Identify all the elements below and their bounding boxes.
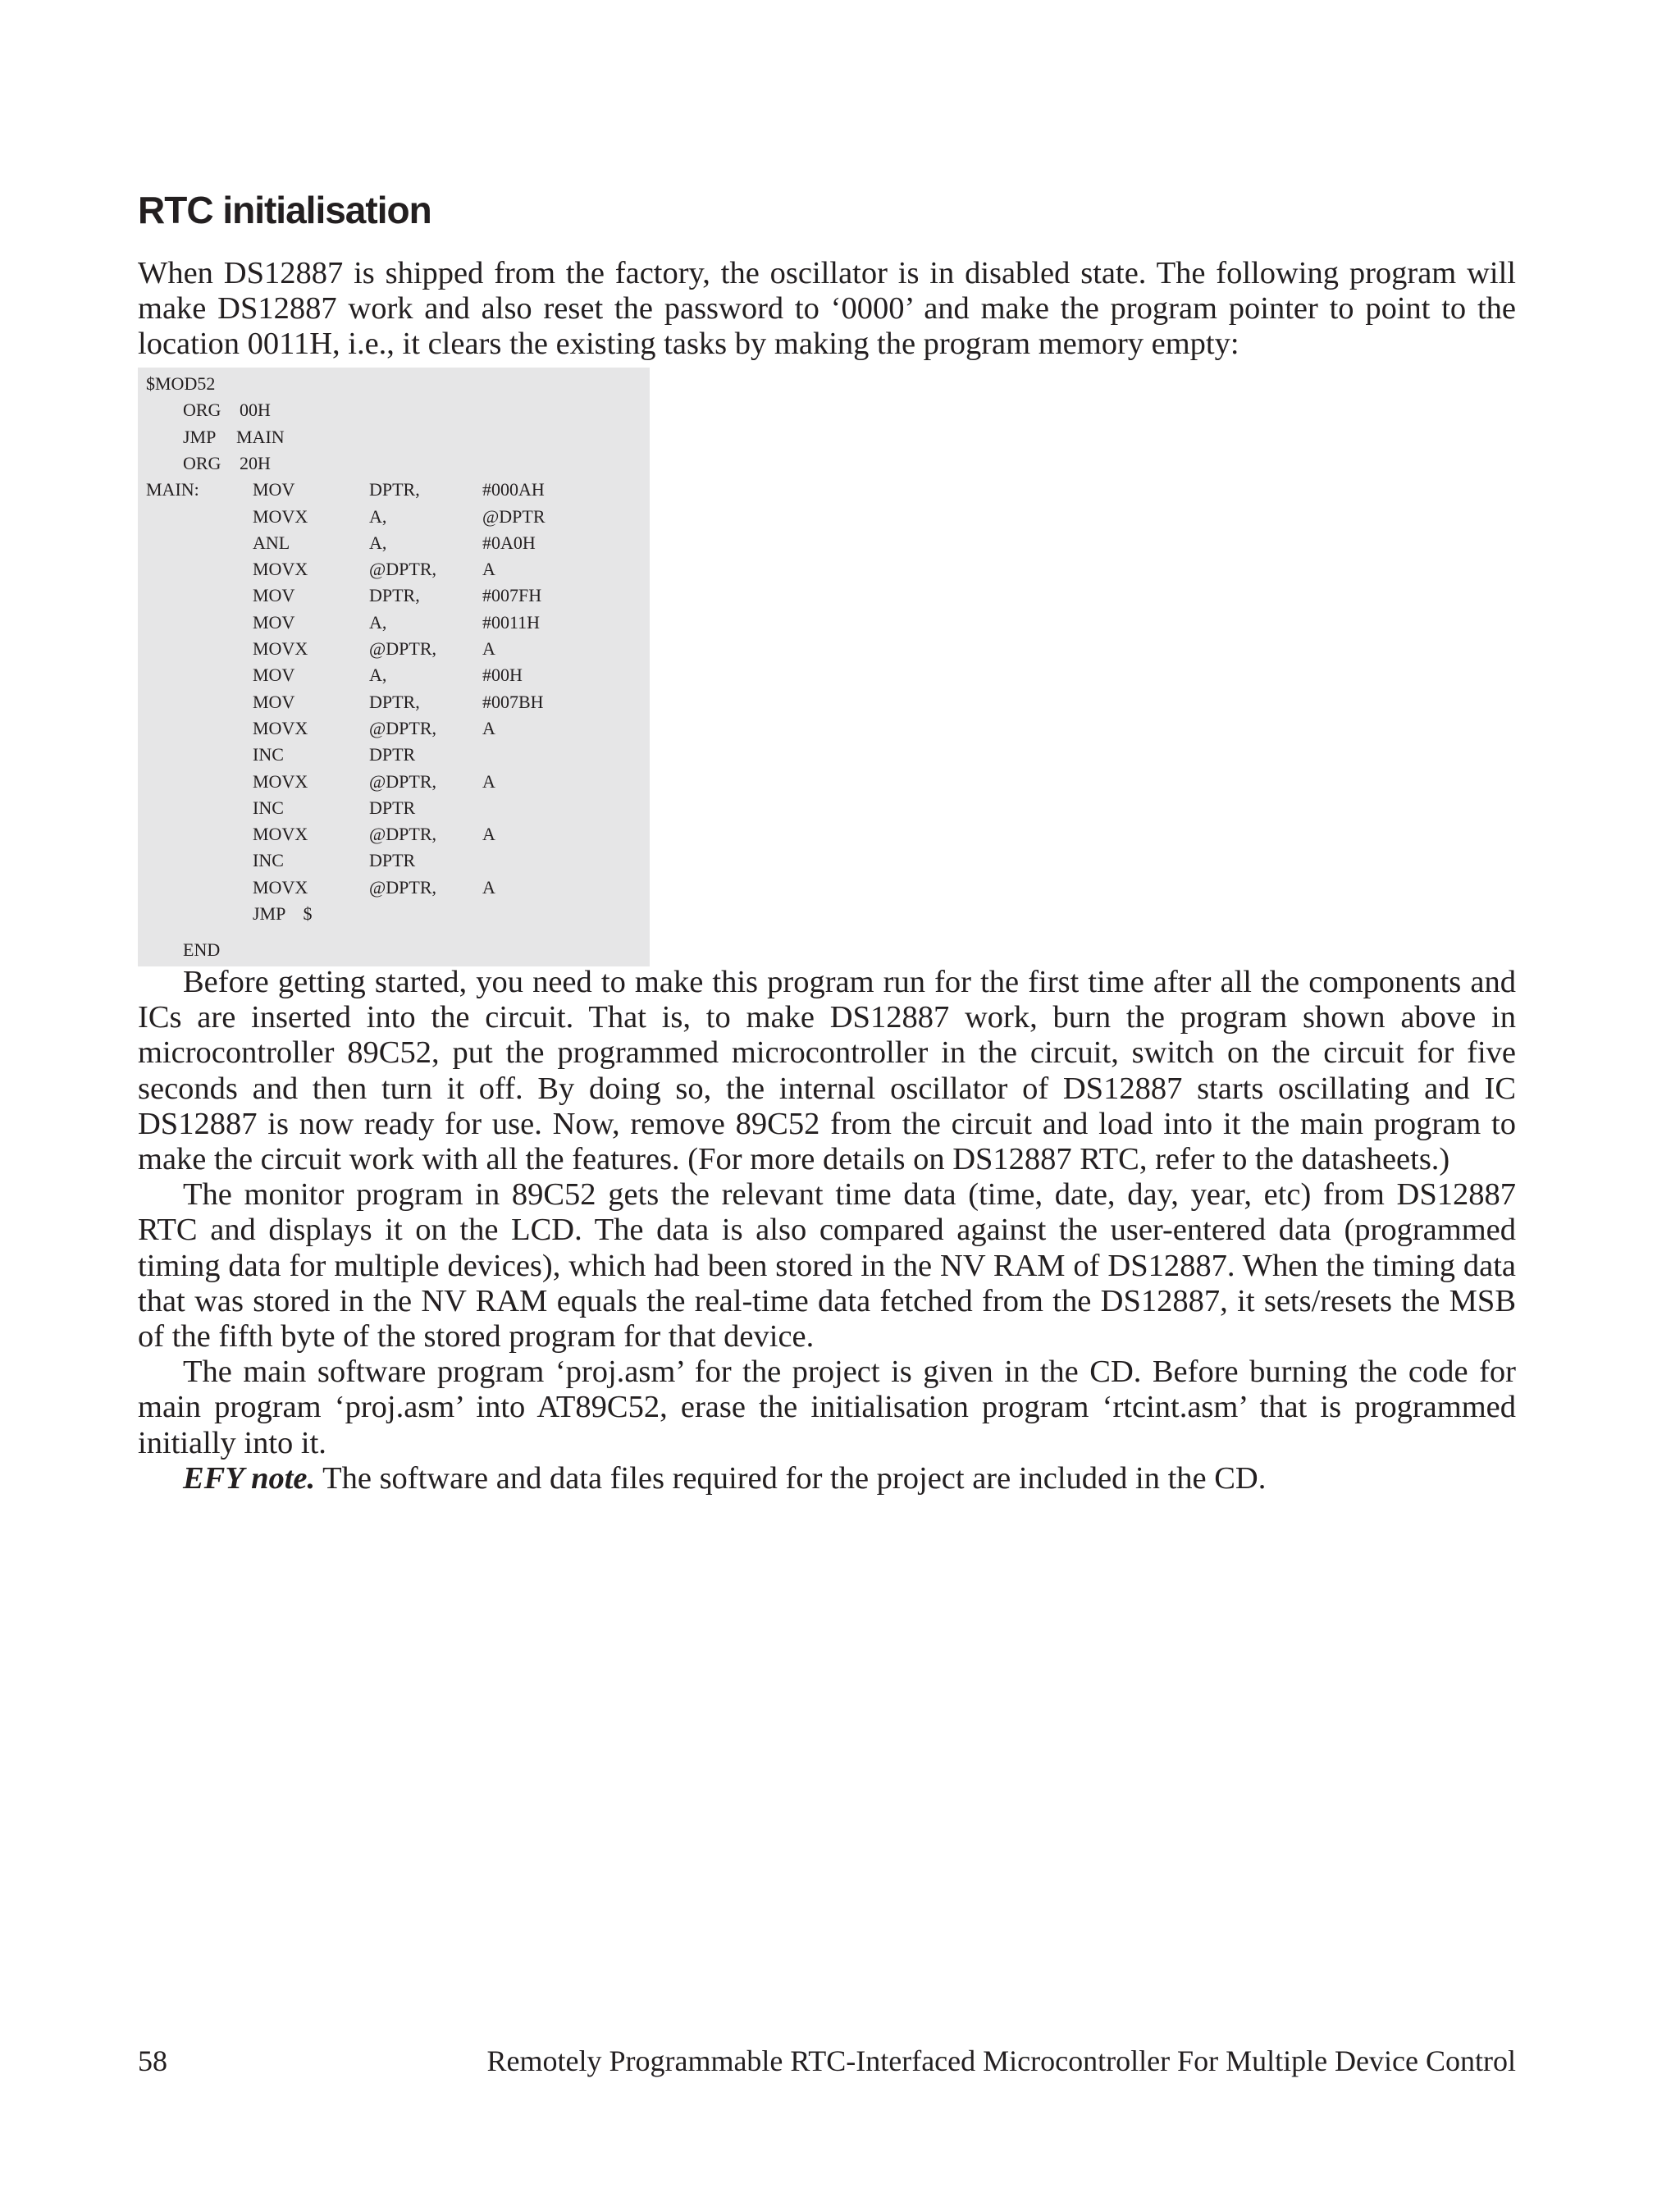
code-opcode: INC [253,850,284,871]
code-operand: #007BH [482,691,544,712]
code-operand: @DPTR, [369,559,436,580]
code-operand: @DPTR, [369,638,436,659]
code-line [138,795,650,821]
code-directive: END [183,939,221,961]
page-number: 58 [138,2044,167,2077]
code-directive-arg: 00H [240,400,271,421]
code-line [138,477,650,503]
code-line [138,424,650,450]
code-opcode: MOVX [253,505,308,527]
code-opcode: ANL [253,532,290,553]
code-operand: A [482,876,495,898]
code-operand: A [482,824,495,845]
code-directive-arg: MAIN [236,426,285,447]
code-listing [138,368,650,966]
code-opcode: MOV [253,585,295,606]
code-opcode: MOVX [253,824,308,845]
code-operand: DPTR, [369,585,420,606]
code-opcode: MOVX [253,638,308,659]
code-operand: @DPTR, [369,876,436,898]
code-operand: DPTR [369,797,416,818]
footer-title: Remotely Programmable RTC-Interfaced Microcontroller For Multiple Device Control [486,2044,1516,2077]
section-heading: RTC initialisation [138,189,431,231]
code-operand: #007FH [482,585,542,606]
code-line [138,742,650,768]
code-line [138,715,650,742]
code-line [138,556,650,582]
code-directive: ORG [183,452,221,473]
code-operand: A, [369,665,387,686]
intro-paragraph: When DS12887 is shipped from the factory, the oscillator is in disabled state. The following program will make DS12887 work and also reset the password to ‘0000’ and make the program pointer to point to the location 0011H, i.e., it clears the existing tasks by making the program memory empty: [138,256,1516,362]
code-operand: @DPTR, [369,717,436,738]
code-line [138,821,650,847]
efy-note-label: EFY note. [183,1460,316,1496]
paragraph-getting-started: Before getting started, you need to make this program run for the first time after all the components and ICs are inserted into the circuit. That is, to make DS12887 work, burn the program shown above in microcontroller 89C52, put the programmed microcontroller in the circuit, switch on the circuit for five seconds and then turn it off. By doing so, the internal oscillator of DS12887 starts oscillating and IC DS12887 is now ready for use. Now, remove 89C52 from the circuit and load into it the main program to make the circuit work with all the features. (For more details on DS12887 RTC, refer to the datasheets.) [138,965,1516,1177]
code-operand: DPTR, [369,691,420,712]
code-opcode: MOV [253,691,295,712]
paragraph-monitor-program: The monitor program in 89C52 gets the relevant time data (time, date, day, year, etc) from DS12887 RTC and displays it on the LCD. The data is also compared against the user-entered data (programmed timing data for multiple devices), which had been stored in the NV RAM of DS12887. When the timing data that was stored in the NV RAM equals the real-time data fetched from the DS12887, it sets/resets the MSB of the fifth byte of the stored program for that device. [138,1177,1516,1355]
code-operand: A [482,559,495,580]
code-directive: ORG [183,400,221,421]
code-opcode: MOV [253,479,295,500]
code-operand: @DPTR, [369,824,436,845]
code-line [138,450,650,477]
code-directive: JMP [183,426,217,447]
code-line [138,397,650,423]
code-line [138,530,650,556]
code-operand: DPTR, [369,479,420,500]
code-opcode: MOV [253,611,295,633]
code-operand: A, [369,532,387,553]
code-line [138,847,650,874]
code-operand: A [482,638,495,659]
code-operand: DPTR [369,850,416,871]
code-operand: DPTR [369,744,416,765]
code-opcode: INC [253,797,284,818]
code-line [138,636,650,662]
code-operand: #0A0H [482,532,536,553]
code-line [138,937,650,963]
efy-note-text: The software and data files required for the project are included in the CD. [315,1460,1267,1496]
code-opcode: MOVX [253,876,308,898]
code-directive-arg: 20H [240,452,271,473]
code-operand: #0011H [482,611,541,633]
code-operand: #000AH [482,479,545,500]
code-opcode: MOVX [253,717,308,738]
code-label: MAIN: [146,479,199,500]
code-opcode: MOV [253,665,295,686]
code-operand: A [482,770,495,792]
code-line [138,504,650,530]
code-label: $MOD52 [146,373,216,394]
code-opcode: MOVX [253,770,308,792]
code-opcode: MOVX [253,559,308,580]
code-operand: A, [369,611,387,633]
code-line [138,769,650,795]
code-operand: #00H [482,665,523,686]
paragraph-main-program: The main software program ‘proj.asm’ for the project is given in the CD. Before burning the code for main program ‘proj.asm’ into AT89C52, erase the initialisation program ‘rtcint.asm’ that is programmed initially into it. [138,1355,1516,1460]
code-opcode: JMP $ [253,903,313,924]
efy-note [138,1461,1516,1496]
code-operand: A [482,717,495,738]
code-opcode: INC [253,744,284,765]
code-operand: @DPTR [482,505,546,527]
code-line [138,875,650,901]
code-line [138,610,650,636]
code-line [138,582,650,609]
code-line [138,371,650,397]
code-line [138,662,650,688]
code-operand: A, [369,505,387,527]
code-operand: @DPTR, [369,770,436,792]
code-line [138,689,650,715]
code-line [138,901,650,927]
body-text [138,965,1516,1496]
